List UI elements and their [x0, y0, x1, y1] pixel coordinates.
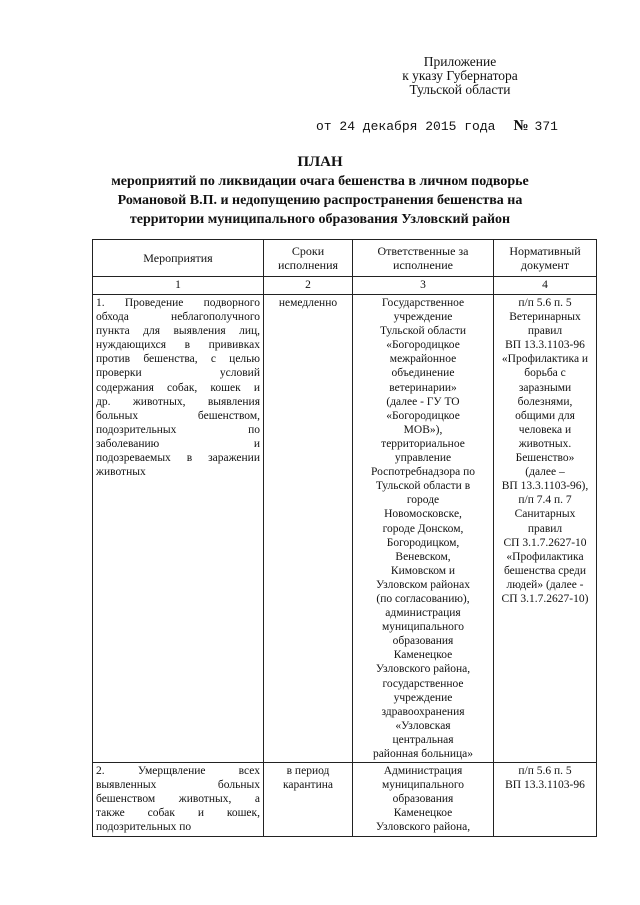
cell-text-line: Санитарных	[514, 508, 576, 521]
cell-text-line: межрайонное	[389, 353, 457, 366]
normative-doc-cell	[494, 295, 597, 763]
cell-text-line: управление	[394, 452, 452, 465]
cell-text-line: животных	[96, 466, 146, 479]
cell-text-line: ВП 13.3.1103-96),	[501, 480, 589, 493]
cell-text-line: (по согласованию),	[376, 592, 470, 605]
cell-text-line: образования	[392, 635, 454, 648]
decree-line	[316, 118, 576, 135]
cell-text-line: Узловского района,	[375, 821, 471, 834]
cell-text-line: «Профилактика и	[501, 353, 589, 366]
cell-text-line: МОВ»),	[403, 423, 443, 436]
cell-text-line: Ветеринарных	[509, 311, 581, 324]
cell-text-line: правил	[527, 325, 563, 338]
column-number: 4	[494, 277, 597, 295]
cell-text-line: бешенством животных, а	[96, 793, 260, 806]
activity-cell	[93, 763, 264, 836]
plan-table	[92, 239, 597, 837]
cell-text-line: пункта для выявления лиц,	[96, 325, 260, 338]
header-normative-doc: Нормативный документ	[494, 240, 597, 277]
deadline-cell	[264, 763, 353, 836]
header-deadlines: Сроки исполнения	[264, 240, 353, 277]
cell-text-line: городе Донском,	[382, 522, 464, 535]
appendix-block	[380, 55, 540, 97]
cell-text-line: Кимовском и	[390, 564, 456, 577]
cell-text-line: ВП 13.3.1103-96	[505, 779, 585, 792]
cell-text-line: нуждающихся в прививках	[96, 339, 260, 352]
cell-text-line: ветеринарии»	[389, 381, 457, 394]
cell-text-line: здравоохранения	[381, 705, 465, 718]
document-title	[80, 153, 560, 229]
cell-text-line: территориальное	[381, 437, 465, 450]
cell-text-line: администрация	[385, 607, 461, 620]
cell-text-line: ВП 13.3.1103-96	[505, 339, 585, 352]
activity-cell	[93, 295, 264, 763]
cell-text-line: также собак и кошек,	[96, 807, 260, 820]
cell-text-line: п/п 5.6 п. 5	[518, 765, 572, 778]
cell-text-line: карантина	[283, 779, 333, 792]
column-number: 3	[353, 277, 494, 295]
cell-text-line: Государственное	[381, 297, 465, 309]
cell-text-line: Узловском районах	[375, 578, 471, 591]
cell-text-line: Тульской области	[379, 325, 466, 338]
cell-text-line: Веневском,	[395, 550, 451, 563]
cell-text-line: человека и	[518, 423, 572, 436]
cell-text-line: городе	[406, 494, 440, 507]
table-row	[93, 295, 597, 763]
cell-text-line: Каменецкое	[393, 807, 453, 820]
cell-text-line: заразными	[518, 381, 572, 394]
cell-text-line: учреждение	[393, 311, 453, 324]
cell-text-line: заболеванию и	[96, 437, 260, 450]
cell-text-line: «Богородицкое	[386, 409, 460, 422]
cell-text-line: выявленных больных	[96, 779, 260, 792]
cell-text-line: содержания собак, кошек и	[96, 381, 260, 394]
cell-text-line: Новомосковске,	[384, 508, 462, 521]
cell-text-line: правил	[527, 522, 563, 535]
cell-text-line: муниципального	[381, 621, 465, 634]
cell-text-line: Богородицком,	[386, 536, 460, 549]
cell-text-line: учреждение	[393, 691, 453, 704]
column-number: 2	[264, 277, 353, 295]
number-sign: №	[513, 118, 529, 134]
cell-text-line: Роспотребнадзора по	[371, 466, 475, 479]
table-header-row	[93, 240, 597, 277]
deadline-cell	[264, 295, 353, 763]
title-line-3: территории муниципального образования Узловский район	[129, 212, 511, 227]
normative-doc-cell	[494, 763, 597, 836]
cell-text-line: Тульской области в	[375, 480, 471, 493]
cell-text-line: подозреваемых в заражении	[96, 452, 260, 465]
cell-text-line: районная больница»	[372, 748, 474, 760]
title-line-2: Романовой В.П. и недопущению распространения бешенства на	[117, 193, 523, 208]
title-line-1: мероприятий по ликвидации очага бешенства в личном подворье	[111, 174, 529, 189]
cell-text-line: муниципального	[381, 779, 465, 792]
appendix-line-3: Тульской области	[409, 82, 511, 97]
header-responsible: Ответственные за исполнение	[353, 240, 494, 277]
cell-text-line: подозрительных по	[96, 423, 260, 436]
cell-text-line: государственное	[382, 677, 464, 690]
appendix-line-2: к указу Губернатора	[402, 68, 518, 83]
cell-text-line: Бешенство»	[515, 452, 575, 465]
decree-date: от 24 декабря 2015 года	[316, 119, 496, 134]
cell-text-line: 2. Умерщвление всех	[96, 765, 260, 778]
cell-text-line: больных бешенством,	[96, 409, 260, 422]
cell-text-line: бешенства среди	[503, 564, 587, 577]
cell-text-line: (далее –	[525, 466, 565, 479]
cell-text-line: немедленно	[278, 297, 338, 309]
title-heading: ПЛАН	[297, 154, 343, 170]
cell-text-line: объединение	[391, 367, 455, 380]
cell-text-line: подозрительных по	[96, 821, 192, 834]
cell-text-line: «Богородицкое	[386, 339, 460, 352]
cell-text-line: болезнями,	[517, 395, 573, 408]
table-row	[93, 763, 597, 836]
cell-text-line: проверки условий	[96, 367, 260, 380]
cell-text-line: Узловского района,	[375, 663, 471, 676]
cell-text-line: др. животных, выявления	[96, 395, 260, 408]
cell-text-line: Каменецкое	[393, 649, 453, 662]
cell-text-line: «Узловская	[395, 719, 451, 732]
cell-text-line: СП 3.1.7.2627-10)	[501, 592, 589, 605]
cell-text-line: образования	[392, 793, 454, 806]
cell-text-line: людей» (далее -	[506, 578, 584, 591]
cell-text-line: «Профилактика	[506, 550, 584, 563]
cell-text-line: 1. Проведение подворного	[96, 297, 260, 309]
header-activities: Мероприятия	[93, 240, 264, 277]
cell-text-line: п/п 7.4 п. 7	[518, 494, 572, 507]
cell-text-line: центральная	[392, 733, 454, 746]
cell-text-line: (далее - ГУ ТО	[386, 395, 460, 408]
responsible-cell	[353, 763, 494, 836]
cell-text-line: Администрация	[383, 765, 463, 778]
appendix-line-1: Приложение	[423, 54, 497, 69]
cell-text-line: в период	[286, 765, 330, 778]
cell-text-line: борьба с	[524, 367, 566, 380]
responsible-cell	[353, 295, 494, 763]
cell-text-line: против бешенства, с целью	[96, 353, 260, 366]
cell-text-line: п/п 5.6 п. 5	[518, 297, 572, 309]
cell-text-line: животных.	[518, 437, 572, 450]
cell-text-line: обхода неблагополучного	[96, 311, 260, 324]
column-number-row	[93, 277, 597, 295]
cell-text-line: СП 3.1.7.2627-10	[503, 536, 587, 549]
decree-number: 371	[534, 119, 558, 134]
cell-text-line: общими для	[515, 409, 575, 422]
column-number: 1	[93, 277, 264, 295]
